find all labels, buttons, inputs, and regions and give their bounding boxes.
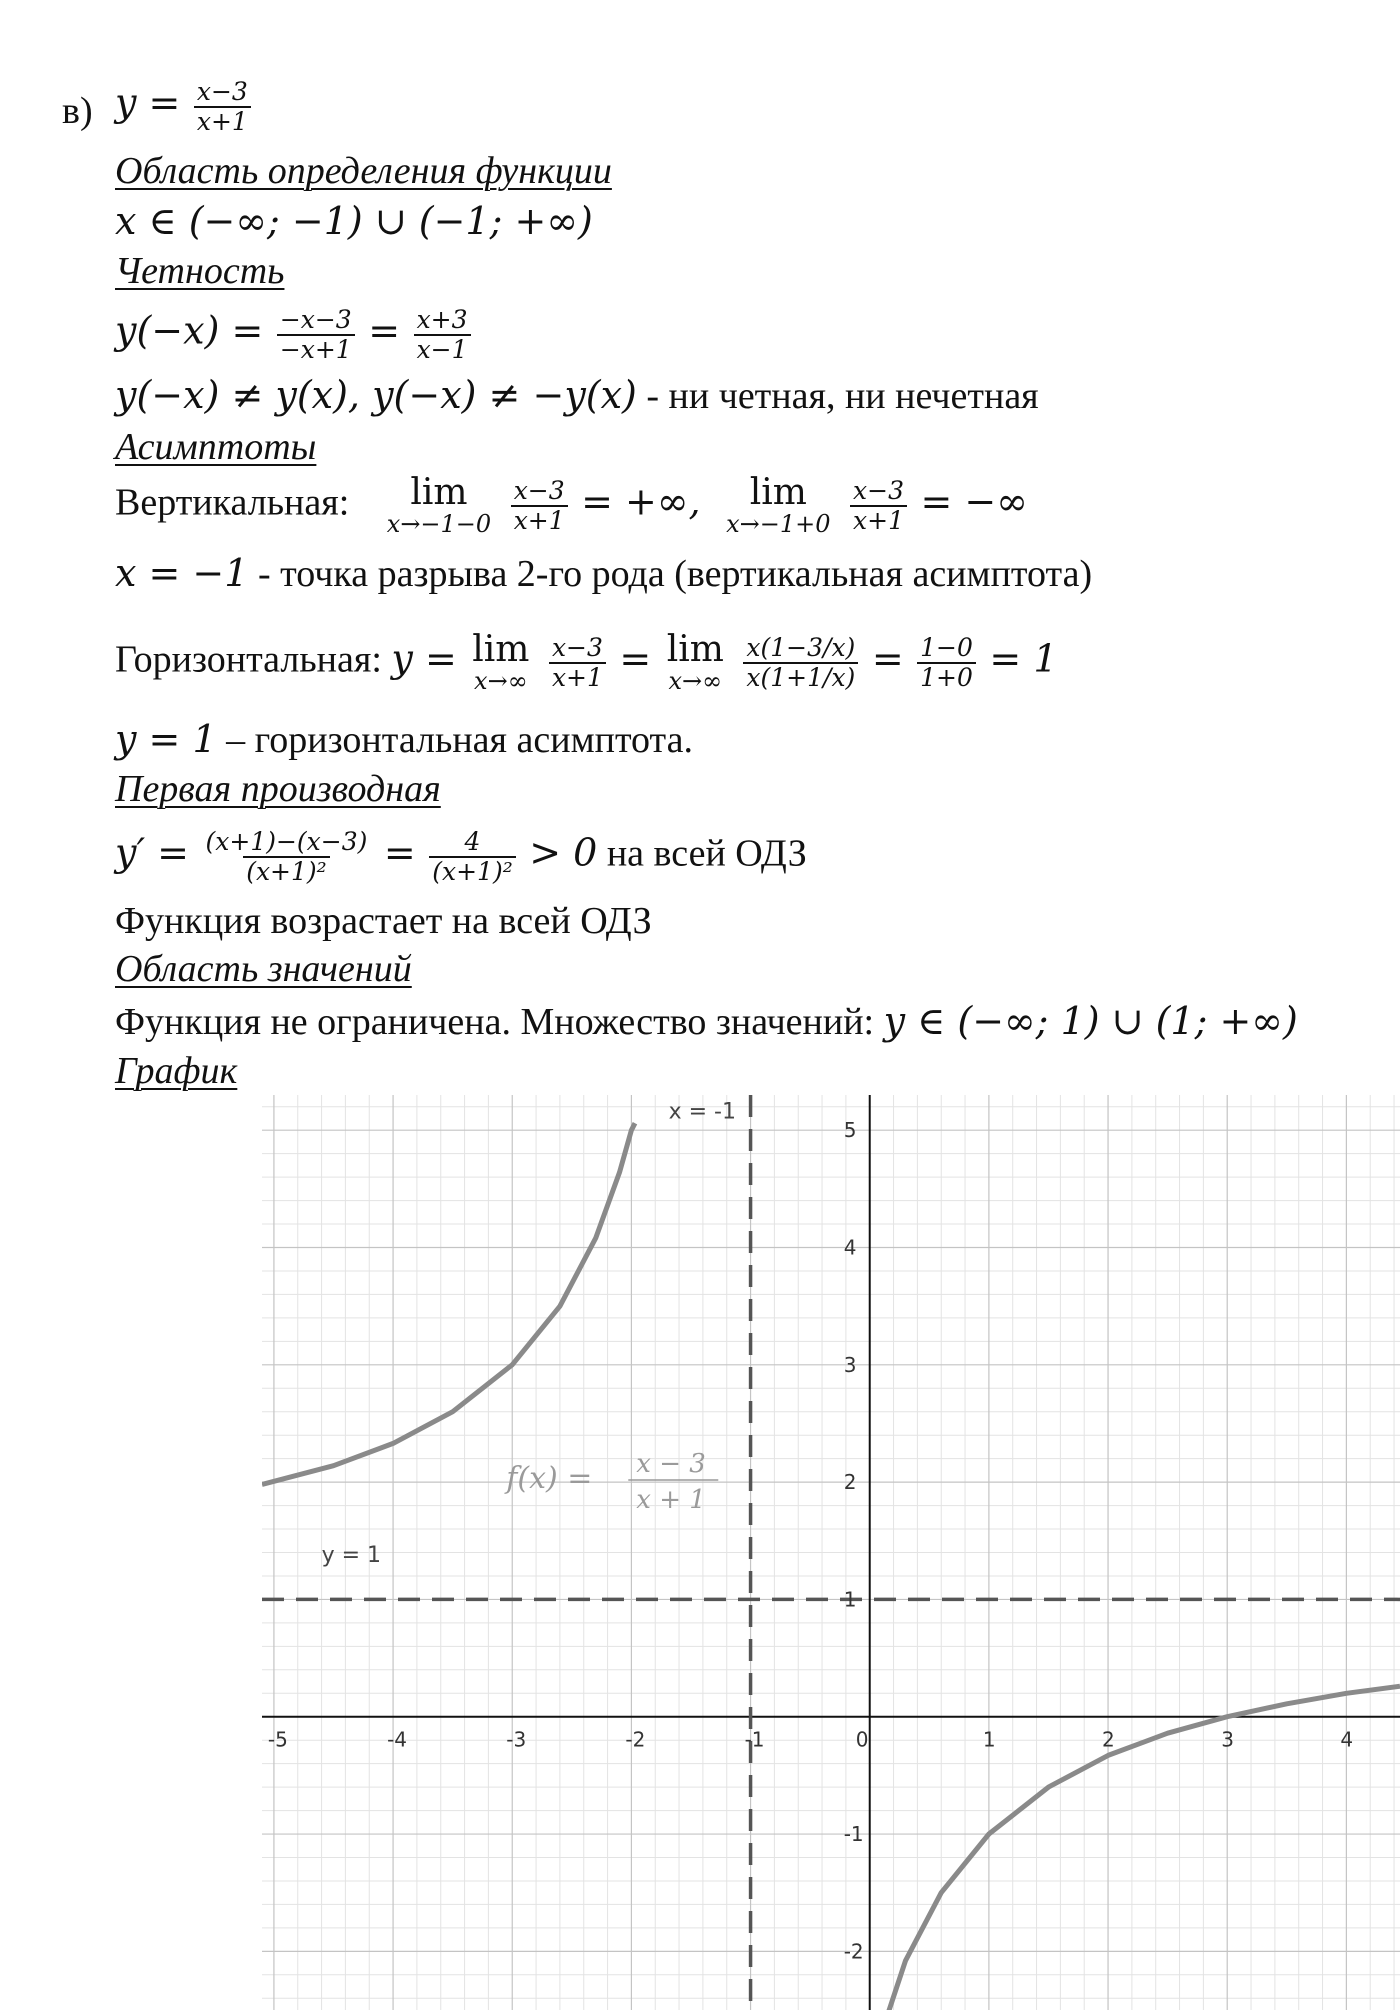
horizontal-result: = 1: [989, 636, 1058, 681]
numerator: x−3: [551, 633, 603, 662]
equals-sign: =: [871, 636, 904, 681]
denominator: −x+1: [277, 334, 355, 364]
numerator: 4: [464, 827, 481, 856]
x-tick-label: 3: [1221, 1727, 1234, 1752]
parity-heading: Четность: [115, 250, 285, 292]
x-tick-label: -4: [387, 1727, 408, 1752]
x-tick-label: 0: [855, 1727, 869, 1752]
x-tick-label: 4: [1340, 1727, 1354, 1752]
y-tick-label: 5: [843, 1118, 857, 1143]
vertical-label: Вертикальная:: [115, 481, 350, 524]
y-tick-label: 3: [843, 1352, 857, 1377]
derivative-tail: на всей ОДЗ: [597, 832, 807, 875]
range-heading: Область значений: [115, 948, 412, 990]
range-line: [115, 998, 1298, 1045]
horizontal-asymptote-label: y = 1: [321, 1542, 382, 1568]
derivative-heading: Первая производная: [115, 768, 441, 810]
lim-word: lim: [472, 629, 530, 670]
limit-infinity: [472, 629, 530, 695]
function-branch-2: [843, 1686, 1400, 2010]
function-lhs: y =: [115, 80, 181, 125]
asymptotes-heading: Асимптоты: [115, 426, 317, 468]
equals-sign: =: [383, 830, 416, 875]
numerator: x−3: [196, 77, 248, 106]
denominator: x−1: [414, 334, 471, 364]
parity-fraction-1: [277, 306, 355, 364]
function-fraction: [194, 78, 251, 136]
parity-conclusion-math: y(−x) ≠ y(x), y(−x) ≠ −y(x): [115, 373, 637, 417]
horizontal-math: y = 1: [115, 717, 217, 761]
horizontal-lhs: y =: [391, 636, 457, 681]
equals-sign: =: [619, 636, 652, 681]
x-tick-label: 1: [982, 1727, 996, 1752]
limit-infinity-2: [666, 629, 724, 695]
horizontal-fraction-3: [917, 634, 976, 692]
y-tick-label: 4: [843, 1235, 857, 1260]
lim-word: lim: [749, 472, 807, 513]
lim-sub: x→−1−0: [386, 510, 492, 538]
function-label-lhs: f(x) =: [506, 1460, 593, 1496]
vertical-asymptote-note: [115, 550, 1092, 597]
limit-2-fraction: [850, 477, 907, 535]
limit-1-fraction: [511, 477, 568, 535]
x-tick-label: -2: [625, 1727, 646, 1752]
numerator: x+3: [416, 305, 468, 334]
denominator: x(1+1/x): [743, 662, 858, 692]
equals-sign: =: [368, 308, 401, 353]
parity-lhs: y(−x) =: [115, 308, 264, 353]
x-tick-label: 2: [1102, 1727, 1115, 1752]
parity-fraction-2: [414, 306, 471, 364]
denominator: x+1: [549, 662, 606, 692]
limit-1-result: = +∞,: [581, 479, 701, 524]
numerator: 1−0: [920, 633, 973, 662]
function-definition: [115, 78, 255, 136]
domain-heading: Область определения функции: [115, 150, 612, 192]
x-tick-label: -5: [267, 1727, 288, 1752]
y-tick-label: -2: [843, 1939, 864, 1964]
lim-sub: x→∞: [474, 667, 528, 695]
function-label-denominator: x + 1: [636, 1484, 706, 1515]
derivative-fraction-1: [203, 828, 371, 886]
denominator: x+1: [194, 106, 251, 136]
parity-conclusion-text: - ни четная, ни нечетная: [636, 375, 1039, 417]
vertical-math: x = −1: [115, 551, 249, 595]
function-label-numerator: x − 3: [636, 1448, 706, 1479]
numerator: x−3: [513, 476, 565, 505]
derivative-lhs: y′ =: [115, 830, 190, 875]
numerator: −x−3: [279, 305, 352, 334]
denominator: x+1: [850, 505, 907, 535]
limit-1: [386, 472, 492, 538]
domain-value: x ∈ (−∞; −1) ∪ (−1; +∞): [115, 199, 593, 243]
lim-word: lim: [410, 472, 468, 513]
lim-sub: x→−1+0: [726, 510, 831, 538]
horizontal-text: – горизонтальная асимптота.: [216, 719, 693, 761]
horizontal-asymptote-note: [115, 716, 693, 763]
vertical-asymptote-label: x = -1: [668, 1099, 736, 1125]
horizontal-fraction-1: [549, 634, 606, 692]
derivative-conclusion: Функция возрастает на всей ОДЗ: [115, 900, 652, 942]
lim-sub: x→∞: [668, 667, 723, 695]
horizontal-label: Горизонтальная:: [115, 638, 382, 681]
parity-conclusion: [115, 372, 1039, 419]
numerator: x−3: [853, 476, 904, 505]
function-graph: [262, 1095, 1400, 2010]
y-tick-label: -1: [843, 1822, 864, 1847]
horizontal-asymptote-limit: [115, 629, 1058, 695]
part-label: в): [62, 90, 93, 132]
range-text: Функция не ограничена. Множество значений:: [115, 1001, 884, 1043]
derivative-fraction-2: [429, 828, 515, 886]
vertical-text: - точка разрыва 2-го рода (вертикальная асимптота): [248, 553, 1093, 595]
vertical-asymptote-limits: [115, 472, 1028, 538]
horizontal-fraction-2: [743, 634, 858, 692]
denominator: 1+0: [917, 662, 976, 692]
y-tick-label: 2: [843, 1470, 857, 1495]
x-tick-label: -3: [506, 1727, 527, 1752]
parity-formula: [115, 306, 475, 364]
numerator: (x+1)−(x−3): [205, 827, 368, 856]
denominator: (x+1)²: [243, 856, 329, 886]
denominator: x+1: [511, 505, 568, 535]
y-tick-label: 1: [843, 1587, 857, 1612]
x-tick-label: -1: [744, 1727, 765, 1752]
range-math: y ∈ (−∞; 1) ∪ (1; +∞): [883, 999, 1298, 1043]
numerator: x(1−3/x): [746, 633, 856, 662]
lim-word: lim: [666, 629, 724, 670]
denominator: (x+1)²: [429, 856, 515, 886]
limit-2-result: = −∞: [920, 479, 1028, 524]
graph-heading: График: [115, 1050, 238, 1092]
limit-2: [726, 472, 831, 538]
derivative-gt-zero: > 0: [529, 830, 598, 875]
derivative-formula: [115, 828, 807, 886]
